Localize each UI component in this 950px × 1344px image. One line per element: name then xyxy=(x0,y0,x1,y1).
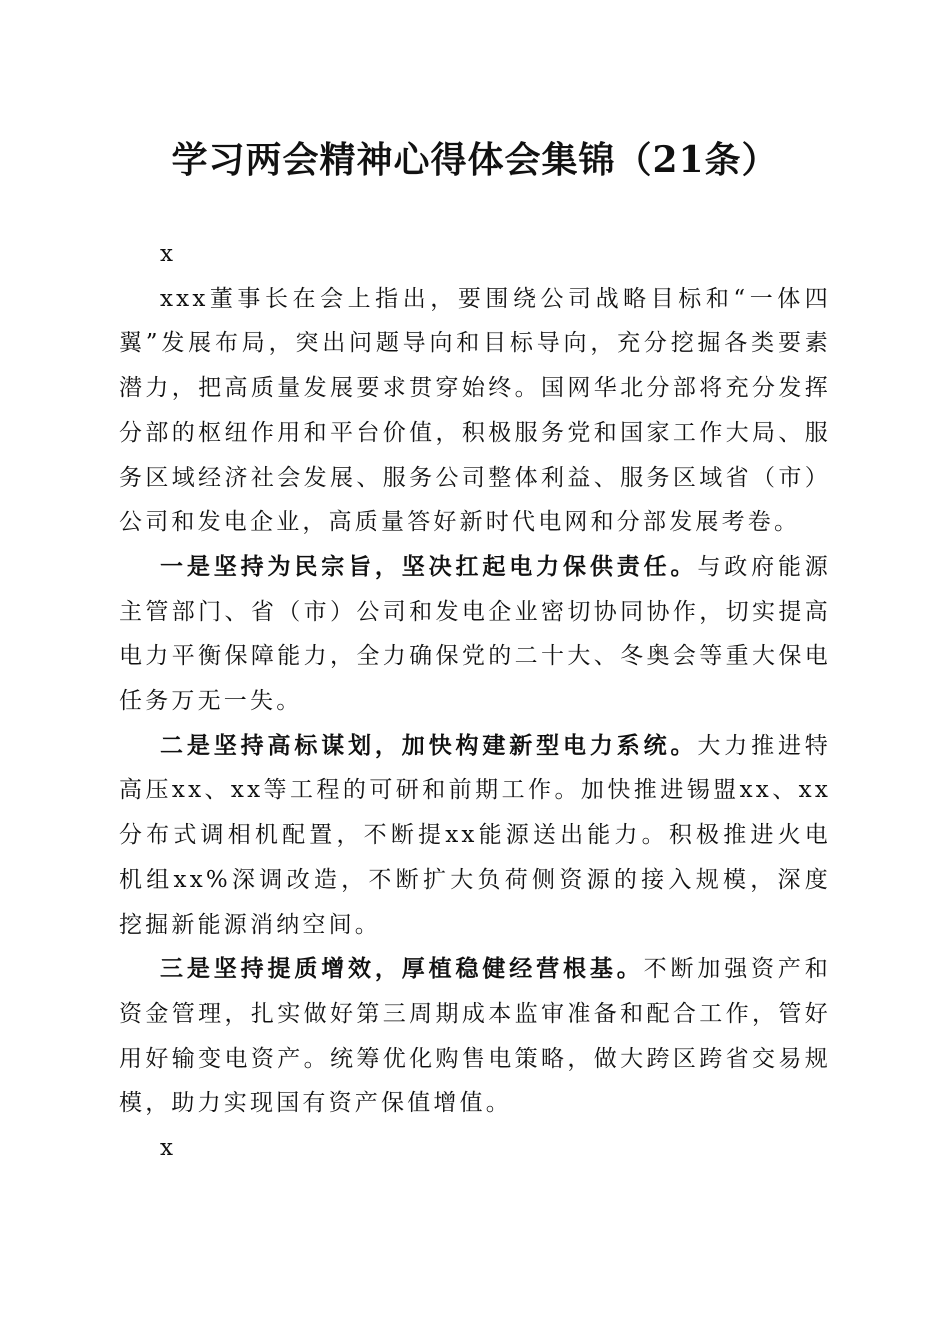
point-lead-3: 三是坚持提质增效，厚植稳健经营根基。 xyxy=(160,955,644,983)
section-separator-bottom: x xyxy=(160,1135,177,1162)
point-text-2: 大力推进特高压xx、xx等工程的可研和前期工作。加快推进锡盟xx、xx分布式调相机配置，不断提xx能源送出能力。积极推进火电机组xx%深调改造，不断扩大负荷侧资源的接入规模，深度挖掘新能源消纳空间。 xyxy=(119,732,832,938)
section-separator-top: x xyxy=(160,241,177,267)
point-lead-1: 一是坚持为民宗旨，坚决扛起电力保供责任。 xyxy=(160,552,698,580)
point-paragraph-1 xyxy=(119,545,831,724)
point-paragraph-2 xyxy=(119,724,831,948)
document-body xyxy=(119,232,831,1171)
intro-paragraph: xxx董事长在会上指出，要围绕公司战略目标和“一体四翼”发展布局，突出问题导向和目标导向，充分挖掘各类要素潜力，把高质量发展要求贯穿始终。国网华北分部将充分发挥分部的枢纽作用和平台价值，积极服务党和国家工作大局、服务区域经济社会发展、服务公司整体利益、服务区域省（市）公司和发电企业，高质量答好新时代电网和分部发展考卷。 xyxy=(119,285,831,536)
point-lead-2: 二是坚持高标谋划，加快构建新型电力系统。 xyxy=(160,731,698,759)
point-text-3: 不断加强资产和资金管理，扎实做好第三周期成本监审准备和配合工作，管好用好输变电资产。统筹优化购售电策略，做大跨区跨省交易规模，助力实现国有资产保值增值。 xyxy=(119,956,831,1117)
page-title: 学习两会精神心得体会集锦（21条） xyxy=(171,139,779,181)
point-paragraph-3 xyxy=(119,947,831,1126)
point-text-1: 与政府能源主管部门、省（市）公司和发电企业密切协同协作，切实提高电力平衡保障能力，全力确保党的二十大、冬奥会等重大保电任务万无一失。 xyxy=(119,553,832,715)
